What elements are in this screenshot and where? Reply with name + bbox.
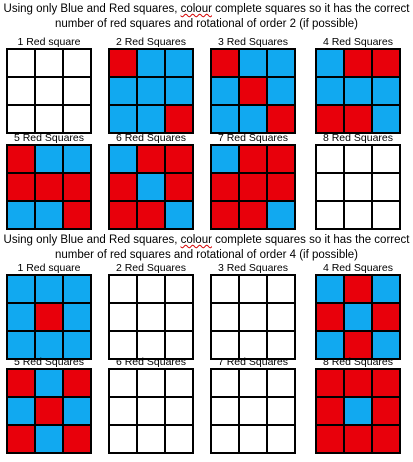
blue-square	[211, 145, 239, 173]
blue-square	[239, 49, 267, 77]
square-grid	[210, 368, 296, 454]
blank-square	[109, 275, 137, 303]
red-square	[344, 275, 372, 303]
blue-square	[267, 201, 295, 229]
blue-square	[267, 49, 295, 77]
instruction-order-2-start: Using only Blue and Red squares,	[3, 3, 181, 15]
blank-square	[7, 77, 35, 105]
blank-square	[316, 173, 344, 201]
blank-square	[137, 275, 165, 303]
grid-label: 7 Red Squares	[217, 356, 289, 368]
blank-square	[267, 425, 295, 453]
blank-square	[165, 425, 193, 453]
blank-square	[137, 331, 165, 359]
blue-square	[316, 331, 344, 359]
blank-square	[165, 369, 193, 397]
red-square	[267, 145, 295, 173]
red-square	[239, 173, 267, 201]
blue-square	[211, 105, 239, 133]
blue-square	[316, 77, 344, 105]
red-square	[344, 425, 372, 453]
red-square	[344, 49, 372, 77]
blank-square	[267, 397, 295, 425]
blue-square	[7, 275, 35, 303]
blue-square	[344, 77, 372, 105]
blue-square	[7, 331, 35, 359]
red-square	[211, 173, 239, 201]
blank-square	[267, 331, 295, 359]
blue-square	[63, 145, 91, 173]
blank-square	[165, 331, 193, 359]
red-square	[344, 369, 372, 397]
blue-square	[35, 275, 63, 303]
red-square	[35, 173, 63, 201]
blue-square	[137, 49, 165, 77]
blank-square	[316, 145, 344, 173]
red-square	[316, 397, 344, 425]
blue-square	[372, 77, 400, 105]
square-grid	[210, 274, 296, 360]
red-square	[372, 369, 400, 397]
red-square	[137, 201, 165, 229]
blue-square	[7, 397, 35, 425]
square-grid	[315, 368, 401, 454]
blue-square	[165, 201, 193, 229]
blue-square	[35, 369, 63, 397]
red-square	[7, 425, 35, 453]
blank-square	[239, 331, 267, 359]
blank-square	[137, 397, 165, 425]
red-square	[372, 303, 400, 331]
blue-square	[344, 397, 372, 425]
blank-square	[211, 275, 239, 303]
blank-square	[239, 275, 267, 303]
red-square	[35, 303, 63, 331]
blue-square	[211, 77, 239, 105]
grid-label: 1 Red square	[17, 36, 81, 48]
blue-square	[63, 275, 91, 303]
blank-square	[63, 77, 91, 105]
blank-square	[7, 105, 35, 133]
red-square	[344, 105, 372, 133]
instruction-order-4-colour-word: colour	[180, 234, 212, 246]
square-grid	[6, 48, 92, 134]
instruction-order-4-start: Using only Blue and Red squares,	[3, 234, 181, 246]
square-grid	[210, 144, 296, 230]
square-grid	[315, 274, 401, 360]
red-square	[7, 173, 35, 201]
blank-square	[211, 397, 239, 425]
blank-square	[109, 397, 137, 425]
red-square	[267, 173, 295, 201]
blank-square	[211, 303, 239, 331]
square-grid	[6, 368, 92, 454]
grid-label: 6 Red Squares	[115, 132, 187, 144]
blue-square	[316, 49, 344, 77]
blank-square	[109, 303, 137, 331]
red-square	[372, 49, 400, 77]
red-square	[63, 173, 91, 201]
blue-square	[109, 145, 137, 173]
instruction-order-4-end: complete squares so it has the correct number of red squares and rotational of order 4 (if possible)	[55, 234, 410, 261]
red-square	[316, 369, 344, 397]
instruction-order-4	[0, 233, 413, 263]
blue-square	[35, 331, 63, 359]
blank-square	[109, 369, 137, 397]
red-square	[109, 173, 137, 201]
blue-square	[7, 201, 35, 229]
grid-label: 2 Red Squares	[115, 262, 187, 274]
blank-square	[239, 369, 267, 397]
blank-square	[165, 275, 193, 303]
blank-square	[165, 397, 193, 425]
square-grid	[6, 144, 92, 230]
blank-square	[63, 49, 91, 77]
blank-square	[35, 49, 63, 77]
blank-square	[239, 303, 267, 331]
blue-square	[109, 105, 137, 133]
grid-label: 5 Red Squares	[13, 356, 85, 368]
red-square	[165, 145, 193, 173]
square-grid	[108, 274, 194, 360]
blank-square	[267, 275, 295, 303]
blue-square	[372, 275, 400, 303]
blue-square	[165, 77, 193, 105]
blue-square	[344, 303, 372, 331]
blue-square	[109, 77, 137, 105]
red-square	[63, 369, 91, 397]
red-square	[372, 425, 400, 453]
red-square	[63, 425, 91, 453]
red-square	[35, 397, 63, 425]
blue-square	[372, 105, 400, 133]
red-square	[63, 201, 91, 229]
blank-square	[7, 49, 35, 77]
blank-square	[267, 303, 295, 331]
red-square	[316, 425, 344, 453]
blank-square	[137, 303, 165, 331]
grid-label: 4 Red Squares	[322, 262, 394, 274]
grid-label: 3 Red Squares	[217, 36, 289, 48]
grid-label: 7 Red Squares	[217, 132, 289, 144]
blank-square	[35, 105, 63, 133]
blank-square	[109, 331, 137, 359]
red-square	[344, 331, 372, 359]
instruction-order-2-end: complete squares so it has the correct number of red squares and rotational of order 2 (if possible)	[55, 3, 410, 30]
red-square	[211, 201, 239, 229]
blank-square	[137, 369, 165, 397]
blue-square	[63, 303, 91, 331]
blank-square	[211, 331, 239, 359]
grid-label: 3 Red Squares	[217, 262, 289, 274]
blank-square	[239, 397, 267, 425]
grid-label: 5 Red Squares	[13, 132, 85, 144]
blank-square	[211, 425, 239, 453]
blank-square	[372, 145, 400, 173]
square-grid	[108, 368, 194, 454]
red-square	[372, 397, 400, 425]
red-square	[109, 49, 137, 77]
blue-square	[267, 77, 295, 105]
grid-label: 2 Red Squares	[115, 36, 187, 48]
blue-square	[239, 105, 267, 133]
blank-square	[239, 425, 267, 453]
red-square	[316, 105, 344, 133]
blue-square	[7, 303, 35, 331]
grid-label: 6 Red Squares	[115, 356, 187, 368]
blank-square	[344, 201, 372, 229]
blank-square	[137, 425, 165, 453]
blank-square	[109, 425, 137, 453]
blue-square	[372, 331, 400, 359]
square-grid	[108, 144, 194, 230]
red-square	[7, 145, 35, 173]
blank-square	[344, 145, 372, 173]
square-grid	[108, 48, 194, 134]
blue-square	[165, 49, 193, 77]
blue-square	[35, 201, 63, 229]
red-square	[7, 369, 35, 397]
blank-square	[165, 303, 193, 331]
red-square	[165, 173, 193, 201]
red-square	[239, 145, 267, 173]
square-grid	[210, 48, 296, 134]
blue-square	[137, 77, 165, 105]
grid-label: 8 Red Squares	[322, 356, 394, 368]
blue-square	[316, 275, 344, 303]
square-grid	[6, 274, 92, 360]
blank-square	[211, 369, 239, 397]
blank-square	[35, 77, 63, 105]
blue-square	[137, 105, 165, 133]
blue-square	[63, 397, 91, 425]
blank-square	[267, 369, 295, 397]
grid-label: 4 Red Squares	[322, 36, 394, 48]
blue-square	[35, 425, 63, 453]
grid-label: 1 Red square	[17, 262, 81, 274]
red-square	[267, 105, 295, 133]
blank-square	[372, 173, 400, 201]
red-square	[239, 201, 267, 229]
red-square	[316, 303, 344, 331]
square-grid	[315, 48, 401, 134]
grid-label: 8 Red Squares	[322, 132, 394, 144]
red-square	[211, 49, 239, 77]
red-square	[137, 145, 165, 173]
red-square	[165, 105, 193, 133]
square-grid	[315, 144, 401, 230]
blank-square	[372, 201, 400, 229]
blank-square	[344, 173, 372, 201]
instruction-order-2-colour-word: colour	[180, 3, 212, 15]
blue-square	[137, 173, 165, 201]
blank-square	[63, 105, 91, 133]
red-square	[109, 201, 137, 229]
blue-square	[35, 145, 63, 173]
instruction-order-2	[0, 2, 413, 32]
red-square	[239, 77, 267, 105]
blue-square	[63, 331, 91, 359]
blank-square	[316, 201, 344, 229]
